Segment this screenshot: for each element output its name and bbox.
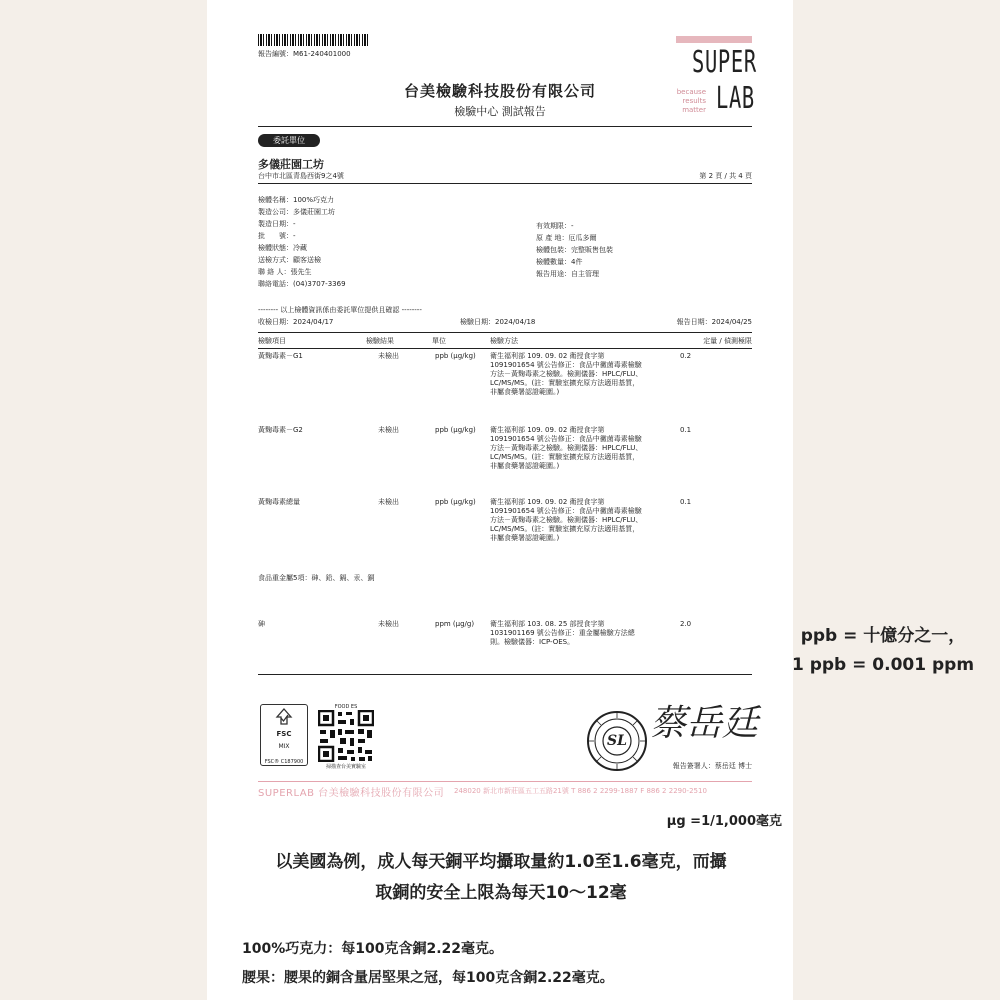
method-line: 衛生福利部 109. 09. 02 衛授食字第 (490, 498, 605, 506)
client-badge: 委託單位 (258, 134, 320, 147)
reported-date: 報告日期：2024/04/25 (676, 318, 752, 326)
tested-date: 檢驗日期：2024/04/18 (460, 318, 536, 326)
divider (258, 126, 752, 127)
col-header-result: 檢驗結果 (366, 337, 394, 345)
fsc-logo (260, 704, 308, 766)
row-method (490, 426, 680, 471)
row-item: 黃麴毒素－G2 (258, 426, 303, 434)
info-line: 檢體狀態：冷藏 (258, 244, 307, 252)
page-indicator: 第 2 頁 / 共 4 頁 (699, 172, 752, 180)
row-method (490, 352, 680, 397)
row-result: 未檢出 (378, 620, 399, 628)
cashew-note: 腰果：腰果的銅含量居堅果之冠，每100克含銅2.22毫克。 (242, 970, 614, 986)
signature: 蔡岳廷 (650, 703, 759, 744)
confirm-note: -------- 以上檢體資訊係由委託單位提供且確認 -------- (258, 306, 422, 314)
row-limit: 0.1 (680, 426, 692, 434)
row-item: 黃麴毒素－G1 (258, 352, 303, 360)
row-unit: ppm (µg/g) (435, 620, 475, 628)
col-header-limit: 定量 / 偵測極限 (703, 337, 752, 345)
barcode (258, 34, 370, 46)
info-line: 批 號：- (258, 232, 296, 240)
method-line: LC/MS/MS。(註：實驗室擴充原方法適用基質， (490, 379, 640, 387)
intake-note (212, 847, 790, 909)
footer-company: SUPERLAB 台美檢驗科技股份有限公司 (258, 788, 445, 799)
method-line: 衛生福利部 103. 08. 25 部授食字第 (490, 620, 605, 628)
row-method (490, 498, 680, 543)
info-line: 製造日期：- (258, 220, 296, 228)
heavy-metal-title: 食品重金屬5項：砷、鉛、鎘、汞、銅 (258, 574, 375, 582)
method-line: 1031901169 號公告修正：重金屬檢驗方法總 (490, 629, 635, 637)
row-limit: 0.1 (680, 498, 692, 506)
col-header-unit: 單位 (432, 337, 446, 345)
fsc-label: FSC (276, 730, 292, 738)
method-line: 衛生福利部 109. 09. 02 衛授食字第 (490, 352, 605, 360)
logo-super: SUPER (692, 45, 757, 80)
ppb-note (780, 622, 986, 680)
row-method (490, 620, 680, 647)
logo-bar (676, 36, 752, 43)
row-unit: ppb (µg/kg) (435, 498, 476, 506)
method-line: 非屬食藥署認證範圍。) (490, 388, 560, 396)
report-number: 報告編號：M61-240401000 (258, 50, 351, 58)
fsc-code: FSC® C187900 (264, 759, 304, 765)
client-address: 台中市北區青島西街9之4號 (258, 172, 344, 180)
report-title: 檢驗中心 測試報告 (454, 105, 546, 118)
info-line: 聯絡電話：(04)3707-3369 (258, 280, 346, 288)
method-line: LC/MS/MS。(註：實驗室擴充原方法適用基質， (490, 453, 640, 461)
info-line: 檢體名稱：100%巧克力 (258, 196, 335, 204)
col-header-method: 檢驗方法 (490, 337, 518, 345)
info-line: 檢體數量：4件 (536, 258, 583, 266)
qr-caption: 掃描查台美實驗室 (325, 764, 366, 770)
method-line: 方法－黃麴毒素之檢驗。檢測儀器：HPLC/FLU、 (490, 516, 643, 524)
info-line: 檢體包裝：完整販售包裝 (536, 246, 613, 254)
fsc-sub: MIX (278, 743, 290, 750)
signer: 報告簽署人：蔡岳廷 博士 (672, 762, 752, 770)
divider (258, 183, 752, 184)
seal-text: SL (607, 733, 627, 749)
qr-code-icon[interactable] (318, 710, 374, 762)
method-line: 1091901654 號公告修正：食品中黴菌毒素檢驗 (490, 507, 642, 515)
method-line: 1091901654 號公告修正：食品中黴菌毒素檢驗 (490, 361, 642, 369)
info-line: 原 產 地：厄瓜多爾 (536, 234, 597, 242)
received-date: 收檢日期：2024/04/17 (258, 318, 334, 326)
method-line: 衛生福利部 109. 09. 02 衛授食字第 (490, 426, 605, 434)
chocolate-note: 100%巧克力：每100克含銅2.22毫克。 (242, 941, 504, 957)
row-limit: 0.2 (680, 352, 692, 360)
row-limit: 2.0 (680, 620, 692, 628)
method-line: 則。檢驗儀器：ICP-OES。 (490, 638, 575, 646)
row-unit: ppb (µg/kg) (435, 352, 476, 360)
col-header-item: 檢驗項目 (258, 337, 286, 345)
tree-check-icon (274, 708, 294, 726)
table-top-rule (258, 332, 752, 333)
method-line: 1091901654 號公告修正：食品中黴菌毒素檢驗 (490, 435, 642, 443)
info-line: 聯 絡 人：張先生 (258, 268, 312, 276)
microgram-note: µg =1/1,000毫克 (666, 814, 782, 829)
info-line: 製造公司：多儀莊園工坊 (258, 208, 335, 216)
row-result: 未檢出 (378, 352, 399, 360)
row-result: 未檢出 (378, 498, 399, 506)
table-bottom-rule (258, 674, 752, 675)
method-line: 非屬食藥署認證範圍。) (490, 462, 560, 470)
row-result: 未檢出 (378, 426, 399, 434)
intake-line: 取銅的安全上限為每天10～12毫 (375, 883, 627, 903)
company-name: 台美檢驗科技股份有限公司 (403, 82, 596, 100)
sample-info-right (536, 222, 613, 282)
client-name: 多儀莊園工坊 (258, 158, 324, 171)
method-line: LC/MS/MS。(註：實驗室擴充原方法適用基質， (490, 525, 640, 533)
footer-address: 248020 新北市新莊區五工五路21號 T 886 2 2299-1887 F 886 2 2290-2510 (454, 787, 707, 795)
intake-line: 以美國為例，成人每天銅平均攝取量約1.0至1.6毫克，而攝 (275, 852, 727, 872)
footer-rule (258, 781, 752, 782)
method-line: 方法－黃麴毒素之檢驗。檢測儀器：HPLC/FLU、 (490, 370, 643, 378)
logo-lab: LAB (716, 81, 755, 116)
qr-caption-top: FOOD ES (334, 704, 358, 710)
info-line: 送檢方式：顧客送檢 (258, 256, 321, 264)
method-line: 非屬食藥署認證範圍。) (490, 534, 560, 542)
info-line: 有效期限：- (536, 222, 574, 230)
ppb-line: 1 ppb = 0.001 ppm (791, 655, 975, 675)
row-item: 砷 (258, 620, 265, 628)
sample-info-left (258, 196, 346, 292)
ppb-line: ppb = 十億分之一， (800, 626, 966, 646)
info-line: 報告用途：自主管理 (536, 270, 599, 278)
table-header-rule (258, 348, 752, 349)
method-line: 方法－黃麴毒素之檢驗。檢測儀器：HPLC/FLU、 (490, 444, 643, 452)
logo-tagline: because results matter (676, 88, 706, 114)
row-item: 黃麴毒素總量 (258, 498, 300, 506)
row-unit: ppb (µg/kg) (435, 426, 476, 434)
